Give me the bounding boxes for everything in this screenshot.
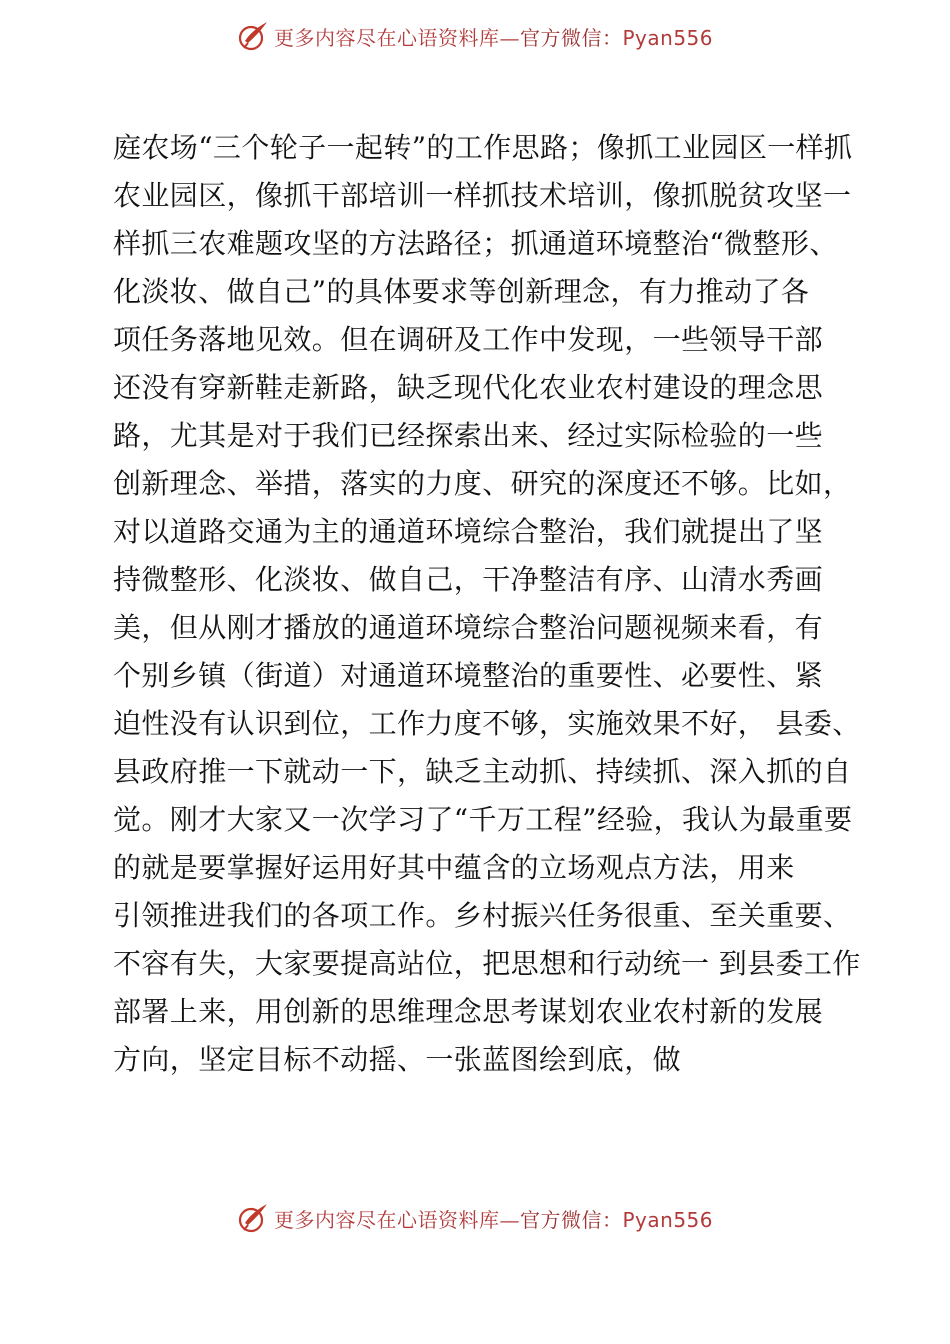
body-line: 化淡妆、做自己”的具体要求等创新理念，有力推动了各 [113, 275, 810, 308]
body-line: 县政府推一下就动一下，缺乏主动抓、持续抓、深入抓的自 [113, 755, 852, 788]
body-line: 觉。刚才大家又一次学习了“千万工程”经验，我认为最重要 [113, 803, 853, 836]
body-line: 引领推进我们的各项工作。乡村振兴任务很重、至关重要、 [113, 899, 852, 932]
quill-logo-icon [236, 1201, 270, 1235]
footer-watermark [236, 1200, 756, 1236]
header-banner-text: 更多内容尽在心语资料库— [274, 25, 520, 50]
body-line: 不容有失，大家要提高站位，把思想和行动统一 到县委工作 [113, 947, 861, 980]
body-line: 方向，坚定目标不动摇、一张蓝图绘到底，做 [113, 1043, 682, 1076]
body-line: 项任务落地见效。但在调研及工作中发现，一些领导干部 [113, 323, 824, 356]
body-line: 迫性没有认识到位，工作力度不够，实施效果不好， 县委、 [113, 707, 861, 740]
body-line: 还没有穿新鞋走新路，缺乏现代化农业农村建设的理念思 [113, 371, 824, 404]
body-line: 样抓三农难题攻坚的方法路径；抓通道环境整治“微整形、 [113, 227, 838, 260]
body-line: 个别乡镇（街道）对通道环境整治的重要性、必要性、紧 [113, 659, 824, 692]
quill-logo-icon [236, 19, 270, 53]
body-line: 路，尤其是对于我们已经探索出来、经过实际检验的一些 [113, 419, 824, 452]
body-line: 持微整形、化淡妆、做自己，干净整洁有序、山清水秀画 [113, 563, 824, 596]
footer-banner-text: 更多内容尽在心语资料库— [274, 1207, 520, 1232]
header-watermark-text [274, 22, 713, 51]
header-wechat-label: 官方微信： [520, 25, 623, 50]
footer-wechat-label: 官方微信： [520, 1207, 623, 1232]
body-line: 农业园区，像抓干部培训一样抓技术培训，像抓脱贫攻坚一 [113, 179, 852, 212]
body-line: 对以道路交通为主的通道环境综合整治，我们就提出了坚 [113, 515, 824, 548]
footer-wechat-id: Pyan556 [622, 1207, 714, 1232]
body-line: 庭农场“三个轮子一起转”的工作思路；像抓工业园区一样抓 [113, 131, 853, 164]
body-line: 部署上来，用创新的思维理念思考谋划农业农村新的发展 [113, 995, 824, 1028]
header-watermark [236, 18, 756, 54]
footer-watermark-text [274, 1204, 713, 1233]
body-line: 的就是要掌握好运用好其中蕴含的立场观点方法，用来 [113, 851, 795, 884]
body-line: 美，但从刚才播放的通道环境综合整治问题视频来看，有 [113, 611, 824, 644]
body-text [113, 124, 861, 1084]
header-wechat-id: Pyan556 [622, 25, 714, 50]
body-line: 创新理念、举措，落实的力度、研究的深度还不够。比如， [113, 467, 852, 500]
